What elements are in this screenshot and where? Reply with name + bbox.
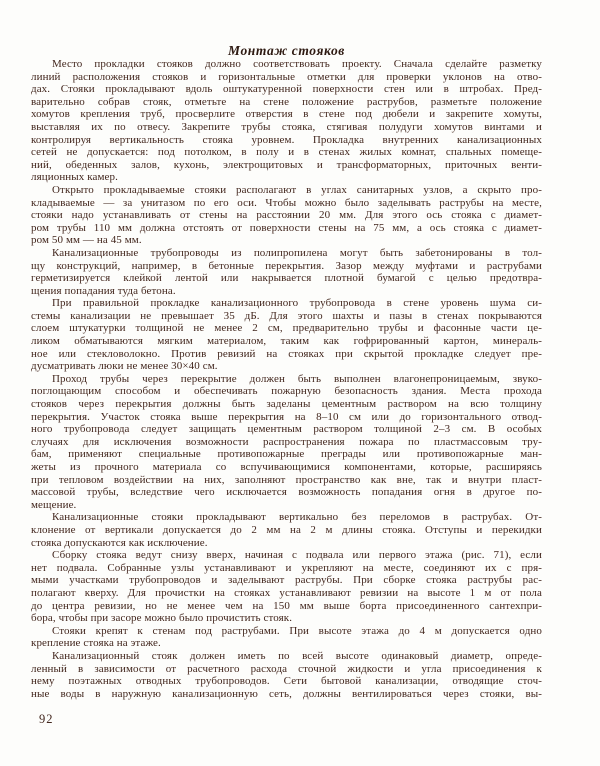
text-line: Сборку стояка ведут снизу вверх, начиная с подвала или первого этажа (рис. 71), если xyxy=(52,549,542,562)
text-line: стояки надо устанавливать от стены на расстоянии 20 мм. Для этого ось стояка с диамет- xyxy=(31,209,542,222)
text-line: ляционных камер. xyxy=(31,171,118,184)
text-line: При правильной прокладке канализационного трубопровода в стене уровень шума си- xyxy=(52,297,542,310)
paragraph xyxy=(31,247,542,297)
text-line: Стояки крепят к стенам под раструбами. При высоте этажа до 4 м допускается одно xyxy=(52,624,542,637)
page-number: 92 xyxy=(39,712,54,726)
text-line: линий расположения стояков и горизонтальные отметки для проверки уклонов на отво- xyxy=(31,70,542,83)
text-line: ное или стекловолокно. Против ревизий на стояках при скрытой прокладке следует пре- xyxy=(31,347,542,360)
text-line: кладываемые — за унитазом по его оси. Чтобы можно было заделывать раструбы на месте, xyxy=(31,196,542,209)
text-line: стояка допускаются как исключение. xyxy=(31,536,208,549)
paragraph xyxy=(31,297,542,373)
text-line: Канализационный стояк должен иметь по всей высоте одинаковый диаметр, опреде- xyxy=(52,649,542,662)
text-line: поглощающим способом и обеспечивать пожарную безопасность здания. Места прохода xyxy=(31,385,542,398)
text-line: стемы канализации не превышает 35 дБ. Для этого шахты и пазы в стенах покрываются xyxy=(31,309,542,322)
text-line: случаях для исключения возможности распространения пожара по пластмассовым тру- xyxy=(31,435,542,448)
text-line: ликом обматываются мягким материалом, таким как гофрированный картон, минераль- xyxy=(31,335,542,348)
text-body xyxy=(31,58,542,700)
text-line: Канализационные трубопроводы из полипропилена могут быть забетонированы в тол- xyxy=(52,246,542,259)
text-line: массовой трубы, вследствие чего исключается возможность попадания огня в другое по- xyxy=(31,486,542,499)
text-line: Канализационные стояки прокладывают вертикально без переломов в раструбах. От- xyxy=(52,511,542,524)
text-column xyxy=(31,43,542,700)
paragraph xyxy=(31,549,542,625)
text-line: Открыто прокладываемые стояки располагают в углах санитарных узлов, а скрыто про- xyxy=(52,183,542,196)
text-line: Проход трубы через перекрытие должен быть выполнен влагонепроницаемым, звуко- xyxy=(52,372,542,385)
section-title: Монтаж стояков xyxy=(228,43,345,58)
text-line: варительно собрав стояк, отметьте на стене положение раструбов, разметьте положение xyxy=(31,95,542,108)
paragraph xyxy=(31,511,542,549)
text-line: ленный в зависимости от расчетного расхода сточной жидкости и угла присоединения к xyxy=(31,662,542,675)
text-line: при тепловом воздействии на них, заполняют пространство как вне, так и внутри пласт- xyxy=(31,473,542,486)
paragraph xyxy=(31,373,542,512)
text-line: полагают кверху. Для прочистки на стояках устанавливают ревизии на высоте 1 м от пола xyxy=(31,586,542,599)
text-line: Место прокладки стояков должно соответствовать проекту. Сначала сделайте разметку xyxy=(52,58,542,70)
paragraph xyxy=(31,625,542,650)
text-line: ром 50 мм — на 45 мм. xyxy=(31,234,142,247)
text-line: мещение. xyxy=(31,498,77,511)
text-line: мыми участками трубопроводов и заделывают раструбы. При сборке стояка раструбы рас- xyxy=(31,574,542,587)
text-line: дах. Стояки прокладывают вдоль оштукатуренной поверхности стен или в штробах. Пред- xyxy=(31,83,542,96)
text-line: ные воды в наружную канализационную сеть, должны вентилироваться через стояки, вы- xyxy=(31,687,542,700)
paragraph xyxy=(31,58,542,184)
text-line: дусматривать люки не менее 30×40 см. xyxy=(31,360,218,373)
text-line: хомутов крепления труб, просверлите отверстия в стене под дюбели и закрепите хомуты, xyxy=(31,108,542,121)
text-line: ром трубы 110 мм должна отстоять от поверхности стены на 75 мм, а ось стояка с диамет- xyxy=(31,221,542,234)
text-line: щу конструкций, например, в бетонные перекрытия. Зазор между муфтами и раструбами xyxy=(31,259,542,272)
text-line: перекрытия. Участок стояка выше перекрытия на 8–10 см или до горизонтального отвод- xyxy=(31,410,542,423)
text-line: нет подвала. Собранные узлы устанавливают и укрепляют на месте, соединяют их с пря- xyxy=(31,561,542,574)
paragraph xyxy=(31,184,542,247)
text-line: крепление стояка на этаже. xyxy=(31,637,161,650)
text-line: сетей не допускается: под потолком, в полу и в стенах жилых комнат, спальных помеще- xyxy=(31,146,542,159)
text-line: до центра ревизии, но не менее чем на 150 мм выше борта присоединенного сантехпри- xyxy=(31,599,542,612)
text-line: нему поэтажных отводных трубопроводов. Сети бытовой канализации, отводящие сточ- xyxy=(31,675,542,688)
text-line: клонение от вертикали допускается до 2 мм на 2 м длины стояка. Отступы и перекидки xyxy=(31,523,542,536)
text-line: бора, чтобы при засоре можно было прочистить стояк. xyxy=(31,612,293,625)
text-line: выставляя их по отвесу. Закрепите трубы стояка, стягивая полудуги хомутов винтами и xyxy=(31,120,542,133)
text-line: слоем штукатурки толщиной не менее 2 см, предварительно трубы и фасонные части це- xyxy=(31,322,542,335)
text-line: контролируя вертикальность стояка уровнем. Прокладка внутренних канализационных xyxy=(31,133,542,146)
text-line: жеты из прочного материала со вспучивающимися компонентами, которые, расширяясь xyxy=(31,461,542,473)
text-line: стояков через перекрытия должны быть заделаны цементным раствором на всю толщину xyxy=(31,398,542,411)
text-line: ний, обеденных залов, кухонь, электрощитовых и трансформаторных, приточных венти- xyxy=(31,158,542,171)
text-line: бам, применяют специальные противопожарные преграды или противопожарные ман- xyxy=(31,448,542,461)
text-line: герметизируется клейкой лентой или накрывается плотной бумагой с целью предотвра- xyxy=(31,272,542,285)
text-line: щения попадания туда бетона. xyxy=(31,284,176,297)
paragraph xyxy=(31,650,542,700)
text-line: ного трубопровода следует защищать цементным раствором толщиной 2–3 см. В особых xyxy=(31,423,542,436)
